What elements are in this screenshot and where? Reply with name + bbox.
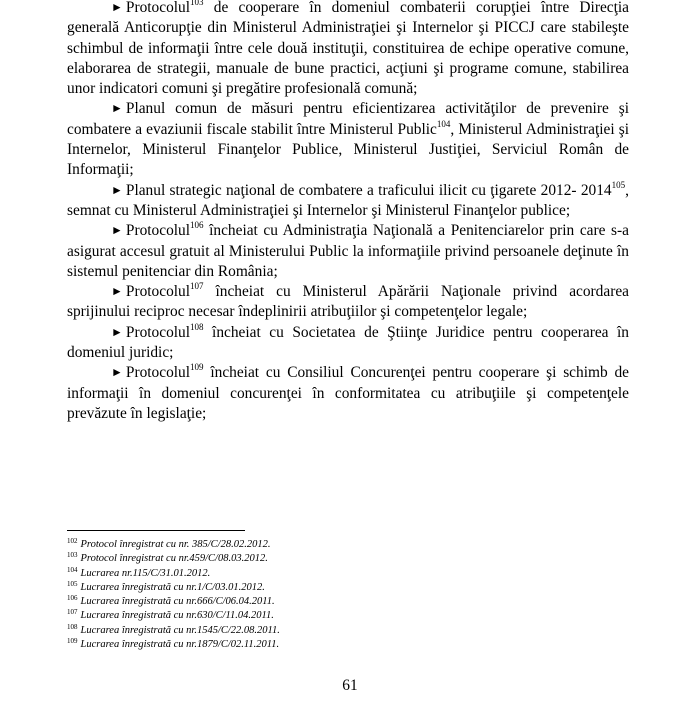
footnote-number: 103 bbox=[67, 551, 78, 560]
footnote-number: 108 bbox=[67, 622, 78, 631]
bullet-icon: ► bbox=[111, 223, 123, 238]
bullet-icon: ► bbox=[111, 284, 123, 299]
paragraph-text: încheiat cu Societatea de Ştiinţe Juridice pentru cooperarea în domeniul juridic; bbox=[67, 323, 629, 362]
footnote-text: Lucrarea înregistrată cu nr.630/C/11.04.2011. bbox=[80, 610, 274, 622]
paragraph-lead: Protocolul bbox=[125, 323, 191, 341]
paragraph-protocol-103 bbox=[67, 0, 629, 99]
paragraph-lead: Planul comun de măsuri pentru eficientizarea activităţilor de prevenire şi combatere a evaziunii fiscale stabilit între Ministerul Public bbox=[67, 100, 629, 138]
footnote-ref: 104 bbox=[436, 118, 451, 129]
footnote-103 bbox=[67, 552, 627, 566]
footnote-109 bbox=[67, 638, 627, 652]
footnote-number: 109 bbox=[67, 637, 78, 646]
footnotes bbox=[67, 538, 627, 652]
bullet-icon: ► bbox=[111, 182, 123, 197]
paragraph-protocol-106 bbox=[67, 221, 629, 282]
footnote-number: 106 bbox=[67, 594, 78, 603]
footnote-text: Protocol înregistrat cu nr. 385/C/28.02.2012. bbox=[80, 539, 271, 550]
paragraph-lead: Protocolul bbox=[125, 283, 191, 301]
footnote-ref: 103 bbox=[190, 0, 204, 7]
paragraph-lead: Protocolul bbox=[125, 364, 191, 382]
paragraph-text: de cooperare în domeniul combaterii corupţiei între Direcţia generală Anticorupţie din Ministerul Administraţiei şi Internelor şi PICCJ care stabileşte schimbul de informaţii între cele două instituţii, constituirea de echipe operative comune, elaborarea de strategii, manuale de bune practici, acţiuni şi programe comune, stabilirea unor indicatori comuni şi pregătire profesională comună; bbox=[67, 0, 629, 98]
footnote-text: Lucrarea înregistrată cu nr.1879/C/02.11.2011. bbox=[80, 639, 280, 651]
footnote-number: 104 bbox=[67, 565, 78, 574]
footnote-ref: 107 bbox=[190, 281, 204, 292]
footnote-ref: 108 bbox=[190, 321, 204, 332]
bullet-icon: ► bbox=[111, 101, 123, 116]
footnote-text: Lucrarea nr.115/C/31.01.2012. bbox=[80, 567, 211, 579]
paragraph-text: încheiat cu Consiliul Concurenţei pentru cooperare şi schimb de informaţii în domeniul concurenţei în conformitatea cu atribuţiile şi competenţele prevăzute în legislaţie; bbox=[67, 364, 629, 422]
footnote-text: Protocol înregistrat cu nr.459/C/08.03.2012. bbox=[80, 553, 268, 565]
footnote-text: Lucrarea înregistrată cu nr.1/C/03.01.2012. bbox=[80, 581, 265, 593]
footnote-108 bbox=[67, 624, 627, 638]
paragraph-lead: Planul strategic naţional de combatere a traficului ilicit cu ţigarete 2012- 2014 bbox=[125, 181, 612, 199]
paragraph-protocol-109 bbox=[67, 363, 629, 424]
bullet-icon: ► bbox=[111, 365, 123, 380]
paragraph-lead: Protocolul bbox=[125, 222, 191, 240]
footnote-102 bbox=[67, 538, 627, 552]
footnote-number: 105 bbox=[67, 579, 78, 588]
paragraph-protocol-108 bbox=[67, 323, 629, 364]
paragraph-protocol-107 bbox=[67, 282, 629, 323]
footnote-104 bbox=[67, 567, 627, 581]
paragraph-text: încheiat cu Administraţia Naţională a Penitenciarelor prin care s-a asigurat accesul gratuit al Ministerului Public la informaţiile privind persoanele deţinute în sistemul penitenciar din România; bbox=[67, 222, 629, 280]
footnote-ref: 106 bbox=[190, 220, 204, 231]
footnote-ref: 109 bbox=[190, 362, 204, 373]
footnote-number: 107 bbox=[67, 608, 78, 617]
paragraph-text: , semnat cu Ministerul Administraţiei şi Internelor şi Ministerul Finanţelor publice; bbox=[67, 181, 629, 219]
bullet-icon: ► bbox=[111, 0, 123, 14]
paragraph-plan-tigarete bbox=[67, 181, 629, 222]
page-number: 61 bbox=[342, 677, 358, 694]
paragraph-lead: Protocolul bbox=[125, 0, 191, 16]
footnote-text: Lucrarea înregistrată cu nr.666/C/06.04.2011. bbox=[80, 596, 275, 608]
footnote-divider bbox=[67, 530, 245, 531]
bullet-icon: ► bbox=[111, 324, 123, 339]
body-text bbox=[67, 0, 629, 424]
footnote-text: Lucrarea înregistrată cu nr.1545/C/22.08.2011. bbox=[80, 624, 280, 636]
paragraph-text: , Ministerul Administraţiei şi Internelor, Ministerul Finanţelor Publice, Ministerul Justiţiei, Serviciul Român de Informaţii; bbox=[67, 120, 630, 179]
footnote-106 bbox=[67, 595, 627, 609]
footnote-105 bbox=[67, 581, 627, 595]
footnote-ref: 105 bbox=[611, 179, 626, 190]
paragraph-text: încheiat cu Ministerul Apărării Naţionale privind acordarea sprijinului reciproc necesar îndeplinirii atribuţiilor şi competenţelor legale; bbox=[67, 283, 629, 321]
paragraph-plan-evaziune bbox=[67, 99, 629, 180]
footnote-107 bbox=[67, 609, 627, 623]
footnote-number: 102 bbox=[67, 537, 78, 545]
